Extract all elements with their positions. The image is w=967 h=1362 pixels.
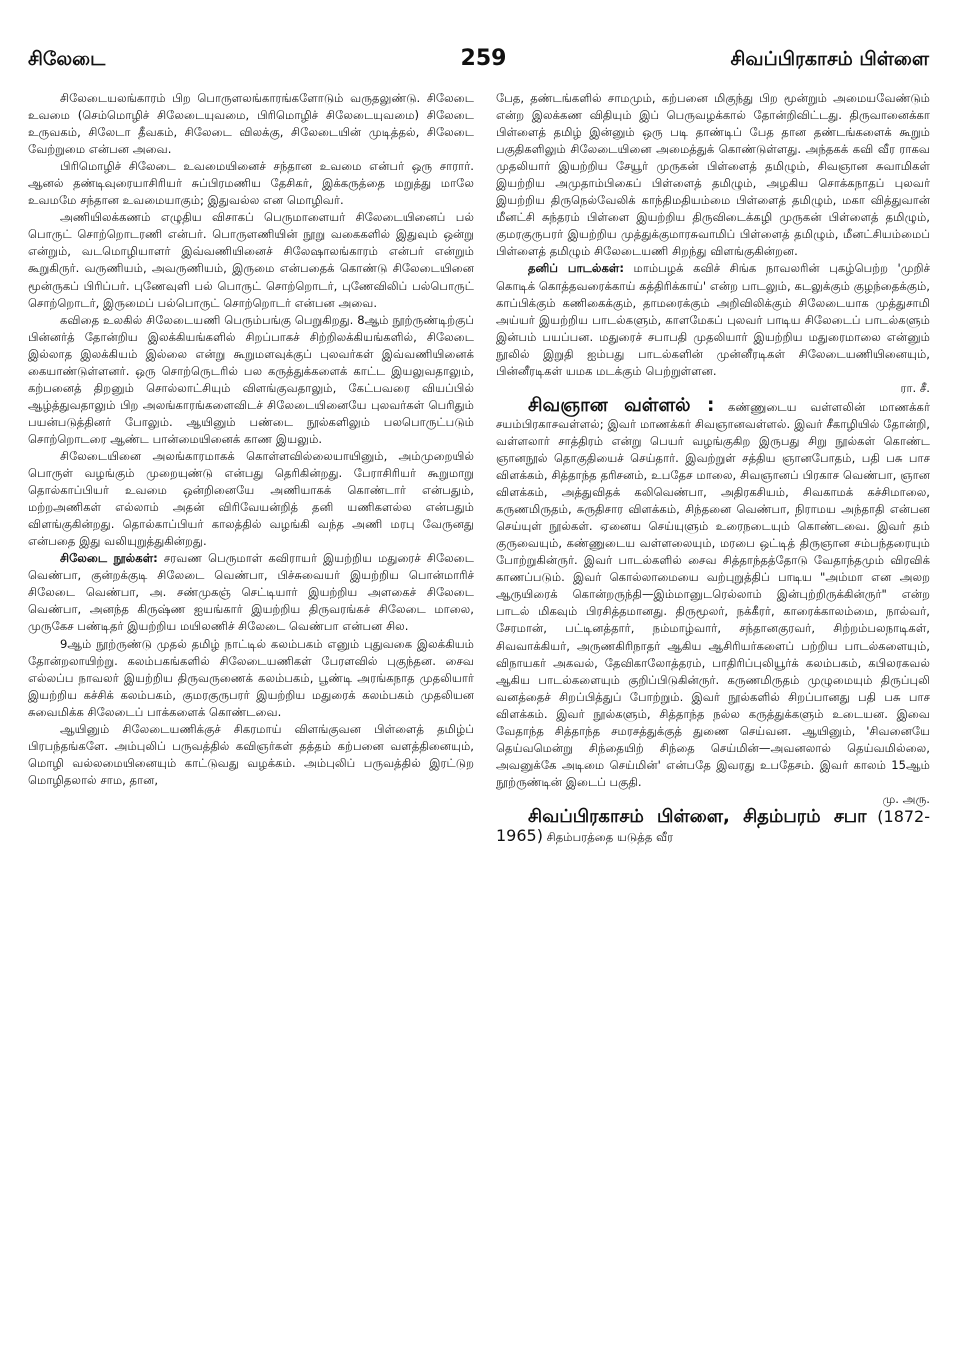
- author-initials: ரா. சீ.: [900, 380, 930, 395]
- entry-text: சிதம்பரத்தை யடுத்த வீர: [542, 830, 674, 845]
- paragraph: [28, 550, 474, 635]
- entry-text: கண்ணுடைய வள்ளலின் மாணக்கர் சயம்பிரகாசவள்ளல்; இவர் மாணக்கர் சிவஞானவள்ளல். இவர் சீகாழியில் தோன்றி, வள்ளலார் சாத்திரம் என்று பெயர் வழங்குகிற இருபது சிறு நூல்கள் கொண்ட ஞானநூல் தொகுதியைச் செய்தார். இவற்றுள் சத்திய ஞானபோதம், பதி பசு பாச விளக்கம், சித்தாந்த தரிசனம், உபதேச மாலை, சிவஞானப் பிரகாச வெண்பா, ஞான விளக்கம், அத்துவிதக் கலிவெண்பா, அதிரகசியம், சிவகாமக் கச்சிமாலை, கருணமிருதம், சுருதிசார விளக்கம், சிந்தனை வெண்பா, நிராமய அந்தாதி என்பன செய்யுள் நூல்கள். ஏனைய செய்யுளும் உரைநடையும் கொண்டவை. இவர் தம் குருவையும், கண்ணுடைய வள்ளலையும், மரபை ஒட்டித் திருஞான சம்பந்தரையும் போற்றுகின்ருர். இவர் பாடல்களில் சைவ சித்தாந்தத்தோடு வேதாந்தமும் விரவிக் காணப்படும். இவர் கொல்லாமையை வற்புறுத்திப் பாடிய "அம்மா என அலற ஆருயிரைக் கொன்றருந்தி—இம்மானுடரெல்லாம் இன்புற்றிருக்கின்ருர்" என்ற பாடல் மிகவும் பிரசித்தமானது. திருமூலர், நக்கீரர், காரைக்காலம்மை, நால்வர், சேரமான், பட்டினத்தார், நம்மாழ்வார், சந்தானகுரவர், சிற்றம்பலநாடிகள், சிவவாக்கியர், அருணகிரிநாதர் ஆகிய ஆசிரியர்களைப் பற்றிய பாடல்களையும், விநாயகர் அகவல், தேவிகாலோத்தரம், பாதிரிப்புலியூர்க் கலம்பகம், கபிலரகவல் ஆகிய பாடல்களையும் குறிப்பிடுகின்ருர். கருணமிருதம் முழுமையும் திருப்புலி வனத்தைச் சிறப்பித்துப் போற்றும். இவர் நூல்களில் சிறப்பானது பதி பசு பாச விளக்கம். இவர் நூல்களும், சித்தாந்த நல்ல கருத்துக்களும் உடையன. இவை வேதாந்த சித்தாந்த சமரசத்துக்குத் துணை செய்வன. ஆயினும், 'சிவனையே தெய்வமென்று சிந்தையிற் சிந்தை செய்மின்—அவனலால் தெய்வமில்லை, அவனுக்கே அடிமை செய்மின்' என்பதே இவரது உபதேசம். இவர் காலம் 15ஆம் நூற்ருண்டின் இடைப் பகுதி.: [496, 399, 931, 789]
- paragraph-text: மாம்பழக் கவிச் சிங்க நாவலரின் புகழ்பெற்ற 'முறிச் கொடிக் கொத்தவரைக்காய் கத்திரிக்காய்' என்ற பாடலும், கடலுக்கும் குழந்தைக்கும், காப்பிக்கும் கணிகைக்கும், தாமரைக்கும் அறிவிலிக்கும் சிலேடையாக முத்துசாமி அய்யர் இயற்றிய பாடல்களும், காளமேகப் புலவர் பாடிய சிலேடைப் பாடல்களும் இன்பம் பயப்பன. மதுரைச் சபாபதி முதலியார் இயற்றிய மதுரைமாலை என்னும் நூலில் இறுதி ஐம்பது பாடல்களின் முன்னீரடிகள் சிலேடையணியினையும், பின்னீரடிகள் யமக மடக்கும் பெற்றுள்ளன.: [496, 261, 930, 378]
- paragraph: சிலேடையினை அலங்காரமாகக் கொள்ளவில்லையாயினும், அம்முறையில் பொருள் வழங்கும் முறையுண்டு என்பது தெரிகின்றது. பேராசிரியர் கூறுமாறு தொல்காப்பியர் உவமை ஒன்றினையே அணியாகக் கொண்டார் என்பதும், மற்றஅணிகள் எல்லாம் அதன் விரிவேயன்றித் தனி யணிகளல்ல என்பதும் விளங்குகின்றது. தொல்காப்பியர் காலத்தில் வழங்கி வந்த அணி மரபு வேருனது என்பதை இது வலியுறுத்துகின்றது.: [28, 448, 474, 549]
- paragraph: கவிதை உலகில் சிலேடையணி பெரும்பங்கு பெறுகிறது. 8ஆம் நூற்ருண்டிற்குப் பின்னர்த் தோன்றிய இலக்கியங்களில் சிறப்பாகச் சிற்றிலக்கியங்களில், சிலேடை இல்லாத இலக்கியம் இல்லை என்று கூறுமளவுக்குப் புலவர்கள் இவ்வணியினைக் கையாண்டுள்ளனர். ஒரு சொற்ருெடரில் பல கருத்துக்களைக் காட்ட இயலுவதாலும், கற்பனைத் திறனும் சொல்லாட்சியும் விளங்குவதாலும், கேட்பவரை வியப்பில் ஆழ்த்துவதாலும் பிற அலங்காரங்களைவிடச் சிலேடையினையே புலவர்கள் பெரிதும் பயன்படுத்தினர் போலும். ஆயினும் பண்டை நூல்களிலும் பலபொருட்படும் சொற்றொடரை ஆண்ட பான்மையினைக் காண இயலும்.: [28, 312, 474, 446]
- left-column: [28, 90, 474, 789]
- paragraph: சிலேடையலங்காரம் பிற பொருளலங்காரங்களோடும் வருதலுண்டு. சிலேடை உவமை (செம்மொழிச் சிலேடையுவமை, பிரிமொழிச் சிலேடையுவமை) சிலேடை உருவகம், சிலேடா தீவகம், சிலேடை விலக்கு, சிலேடையின் முடித்தல், சிலேடை வேற்றுமை என்பன அவை.: [28, 91, 474, 157]
- paragraph: பேத, தண்டங்களில் சாமமும், கற்பனை மிகுந்து பிற மூன்றும் அமையவேண்டும் என்ற இலக்கண விதியும் இப் பெருவழக்கால் தோன்றிவிட்டது. திருவானைக்கா பிள்ளைத் தமிழ் இன்னும் ஒரு படி தாண்டிப் பேத தான தண்டங்களைக் கூறும் பகுதிகளிலும் சிலேடையினை அமைத்துக் கொண்டுள்ளது. அந்தகக் கவி வீர ராகவ முதலியார் இயற்றிய சேயூர் முருகன் பிள்ளைத் தமிழும், சிவஞான சுவாமிகள் இயற்றிய அமுதாம்பிகைப் பிள்ளைத் தமிழும், அழகிய சொக்கநாதப் புலவர் இயற்றிய திருநெல்வேலிக் காந்திமதியம்மை பிள்ளைத் தமிழும், மகா வித்துவான் மீனட்சி சுந்தரம் பிள்ளை இயற்றிய திருவிடைக்கழி முருகன் பிள்ளைத் தமிழும், குமரகுருபரர் இயற்றிய முத்துக்குமாரசுவாமிப் பிள்ளைத் தமிழும், மீனட்சியம்மைப் பிள்ளைத் தமிழும் சிலேடையணி சிறந்து விளங்குகின்றன.: [496, 91, 930, 259]
- entry-years: (1872-1965): [496, 806, 930, 846]
- paragraph: [496, 260, 930, 379]
- subheading: தனிப் பாடல்கள்:: [528, 261, 624, 276]
- author-initials: மு. அரு.: [882, 791, 930, 806]
- page-number: 259: [460, 46, 507, 71]
- paragraph: பிரிமொழிச் சிலேடை உவமையினைச் சந்தான உவமை என்பர் ஒரு சாரார். ஆனல் தண்டிவுரையாசிரியர் சுப்பிரமணிய தேசிகர், இக்கருத்தை மறுத்து மாலே உவமமே சந்தான உவமையாகும்; இதுவல்ல என மொழிவர்.: [28, 159, 474, 208]
- paragraph-text: சரவண பெருமாள் கவிராயர் இயற்றிய மதுரைச் சிலேடை வெண்பா, குன்றக்குடி சிலேடை வெண்பா, பிச்சுவையர் இயற்றிய பொன்மாரிச் சிலேடை வெண்பா, அ. சண்முகஞ் செட்டியார் இயற்றிய அளகைச் சிலேடை வெண்பா, அனந்த கிருஷ்ண ஐயங்கார் இயற்றிய திருவரங்கச் சிலேடை மாலை, முருகேச பண்டிதர் இயற்றிய மயிலணிச் சிலேடை வெண்பா என்பன சில.: [28, 551, 474, 634]
- subheading: சிலேடை நூல்கள்:: [60, 551, 158, 566]
- right-column: [496, 90, 930, 846]
- paragraph: ஆயினும் சிலேடையணிக்குச் சிகரமாய் விளங்குவன பிள்ளைத் தமிழ்ப் பிரபந்தங்களே. அம்புலிப் பருவத்தில் கவிஞர்கள் தத்தம் கற்பனை வளத்தினையும், மொழி வல்லமையினையும் காட்டுவது வழக்கம். அம்புலிப் பருவத்தில் இரட்டுற மொழிதலால் சாம, தான,: [28, 721, 474, 787]
- entry-sivaprakasam-pillai: [496, 805, 930, 846]
- paragraph: அணியிலக்கணம் எழுதிய விசாகப் பெருமாளையர் சிலேடையினைப் பல் பொருட் சொற்றொடரணி என்பர். பொருளணியின் நூறு வகைகளில் இதுவும் ஒன்று என்றும், வடமொழியாளர் இவ்வணியினைச் சிலேஷாலங்காரம் என்பர் என்றும் கூறுகிருர். வருணியம், அவருணியம், இருமை என்பதைக் கொண்டு சிலேடையினை மூன்ருகப் பிரிப்பர். புணேவுளி பல் பொருட் சொற்றொடர், புணேவிலிப் பல்பொருட் சொற்றொடர், இருமைப் பல்பொருட் சொற்றொடர் என்பன அவை.: [28, 210, 474, 310]
- paragraph: 9ஆம் நூற்ருண்டு முதல் தமிழ் நாட்டில் கலம்பகம் எனும் புதுவகை இலக்கியம் தோன்றலாயிற்று. கலம்பகங்களில் சிலேடையணிகள் பேரளவில் புகுந்தன. சைவ எல்லப்ப நாவலர் இயற்றிய திருவருணைக் கலம்பகம், பூண்டி அரங்கநாத முதலியார் இயற்றிய கச்சிக் கலம்பகம், குமரகுருபரர் இயற்றிய மதுரைக் கலம்பகம் முதலியன சுவைமிக்க சிலேடைப் பாக்களைக் கொண்டவை.: [28, 636, 474, 719]
- entry-sivagnana-vallal: [496, 394, 931, 791]
- running-head-left: சிலேடை: [28, 48, 106, 70]
- entry-title: சிவஞான வள்ளல் :: [528, 394, 715, 416]
- entry-title: சிவப்பிரகாசம் பிள்ளை, சிதம்பரம் சபா: [528, 805, 867, 827]
- running-head-right: சிவப்பிரகாசம் பிள்ளை: [730, 48, 929, 70]
